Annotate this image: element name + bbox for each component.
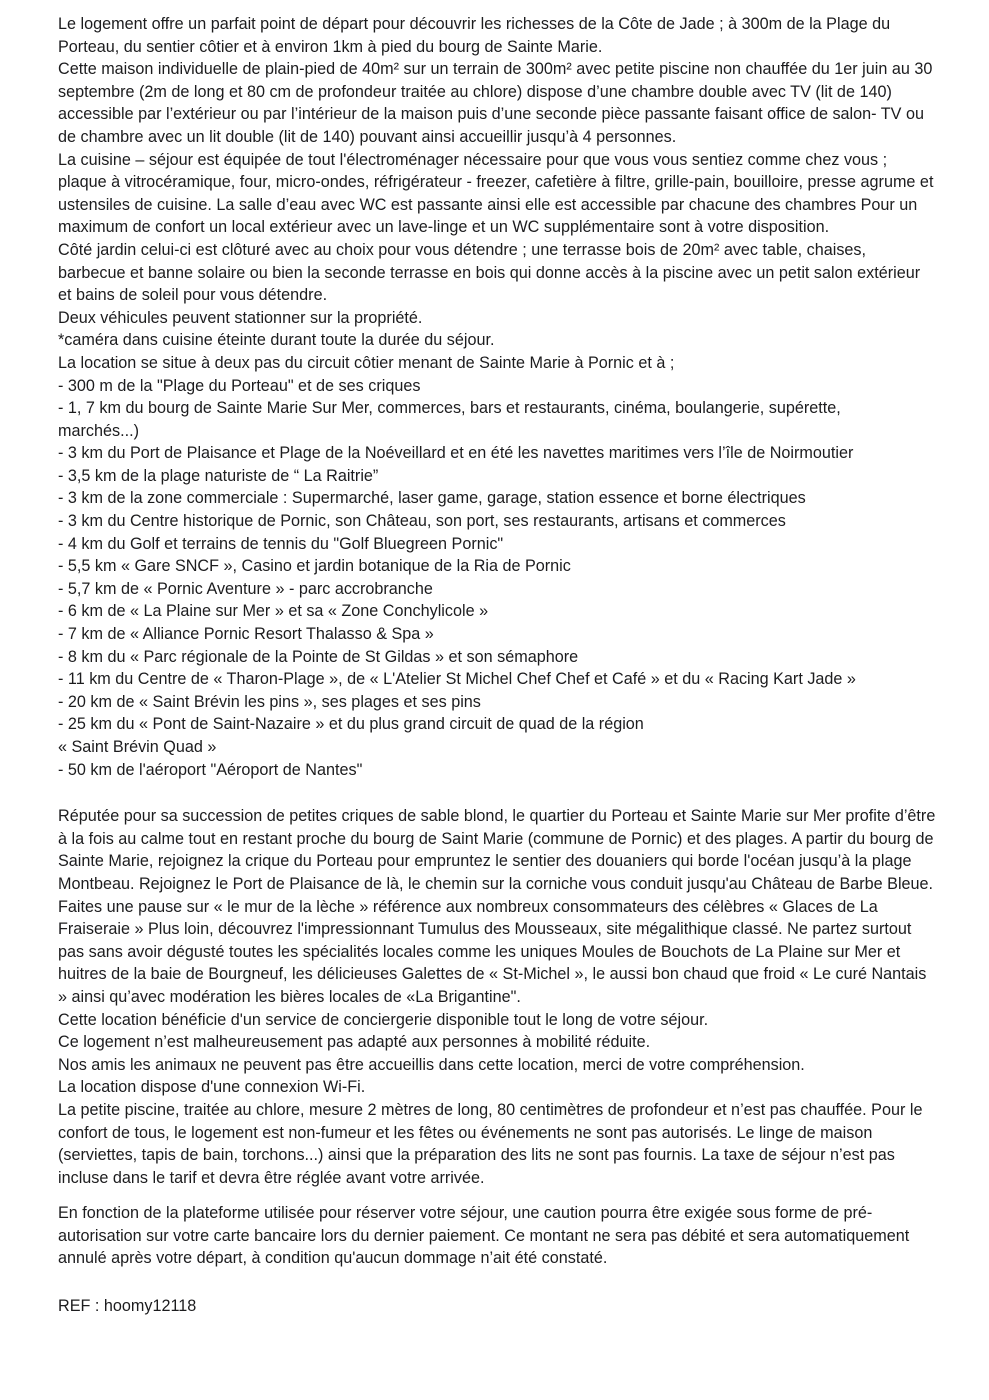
garden-paragraph: Côté jardin celui-ci est clôturé avec au choix pour vous détendre ; une terrasse bois de 20m² avec table, chaises, barbecue et banne solaire ou bien la seconde terrasse en bois qui donne accès à la piscine avec un petit salon extérieur et bains de soleil pour vous détendre. [58,240,925,305]
distance-item: - 5,7 km de « Pornic Aventure » - parc accrobranche [58,579,433,598]
distance-item: - 20 km de « Saint Brévin les pins », ses plages et ses pins [58,692,481,711]
surroundings-paragraph: Réputée pour sa succession de petites criques de sable blond, le quartier du Porteau et Sainte Marie sur Mer profite d’être à la fois au calme tout en restant proche du bourg de Saint Marie (commune de Pornic) et des plages. A partir du bourg de Sainte Marie, rejoignez la crique du Porteau pour empruntez le sentier des douaniers qui borde l'océan jusqu’à la plage Montbeau. Rejoignez le Port de Plaisance de là, le chemin sur la corniche vous conduit jusqu'au Château de Barbe Bleue. Faites une pause sur « le mur de la lèche » référence aux nombreux consommateurs des célèbres « Glaces de La Fraiseraie » Plus loin, découvrez l'impressionnant Tumulus des Mousseaux, site mégalithique classé. Ne partez surtout pas sans avoir dégusté toutes les spécialités locales comme les uniques Moules de Bouchots de La Plaine sur Mer et huitres de la baie de Bourgneuf, les délicieuses Galettes de « St-Michel », le aussi bon chaud que froid « Le curé Nantais » ainsi qu’avec modération les bières locales de «La Brigantine". [58,807,940,1006]
distance-item: - 3 km du Port de Plaisance et Plage de la Noéveillard et en été les navettes maritimes vers l’île de Noirmoutier [58,444,854,463]
camera-note: *caméra dans cuisine éteinte durant toute la durée du séjour. [58,331,495,350]
rules-paragraph: La petite piscine, traitée au chlore, mesure 2 mètres de long, 80 centimètres de profondeur et n’est pas chauffée. Pour le confort de tous, le logement est non-fumeur et les fêtes ou événements ne sont pas autorisés. Le linge de maison (serviettes, tapis de bain, torchons...) ainsi que la préparation des lits ne sont pas fournis. La taxe de séjour n’est pas incluse dans le tarif et devra être réglée avant votre arrivée. [58,1100,927,1187]
distance-item: - 50 km de l'aéroport "Aéroport de Nantes" [58,760,363,779]
distance-item: - 25 km du « Pont de Saint-Nazaire » et du plus grand circuit de quad de la région [58,715,644,734]
pets-note: Nos amis les animaux ne peuvent pas être accueillis dans cette location, merci de votre compréhension. [58,1055,805,1074]
kitchen-paragraph: La cuisine – séjour est équipée de tout l'électroménager nécessaire pour que vous vous sentiez comme chez vous ; plaque à vitrocéramique, four, micro-ondes, réfrigérateur - freezer, cafetière à filtre, grille-pain, bouilloire, presse agrume et ustensiles de cuisine. La salle d’eau avec WC est passante ainsi elle est accessible par chacune des chambres Pour un maximum de confort un local extérieur avec un lave-linge et un WC supplémentaire sont à votre disposition. [58,150,938,237]
distance-item: - 5,5 km « Gare SNCF », Casino et jardin botanique de la Ria de Pornic [58,557,571,576]
distance-item: - 6 km de « La Plaine sur Mer » et sa « Zone Conchylicole » [58,602,489,621]
intro-paragraph: Le logement offre un parfait point de départ pour découvrir les richesses de la Côte de Jade ; à 300m de la Plage du Porteau, du sentier côtier et à environ 1km à pied du bourg de Sainte Marie. [58,15,895,56]
distance-item: - 3,5 km de la plage naturiste de “ La Raitrie” [58,466,379,485]
distance-item: - 1, 7 km du bourg de Sainte Marie Sur Mer, commerces, bars et restaurants, cinéma, boulangerie, supérette, [58,399,841,418]
distance-item-continuation: « Saint Brévin Quad » [58,738,217,756]
deposit-paragraph: En fonction de la plateforme utilisée pour réserver votre séjour, une caution pourra être exigée sous forme de pré-autorisation sur votre carte bancaire lors du dernier paiement. Ce montant ne sera pas débité et sera automatiquement annulé après votre départ, à condition qu'aucun dommage n’ait été constaté. [58,1204,914,1268]
paragraph-gap [58,781,937,805]
wifi-note: La location dispose d'une connexion Wi-Fi. [58,1078,366,1097]
distance-item-continuation: marchés...) [58,421,139,440]
distance-item: - 4 km du Golf et terrains de tennis du "Golf Bluegreen Pornic" [58,534,504,553]
concierge-note: Cette location bénéficie d'un service de conciergerie disponible tout le long de votre séjour. [58,1010,709,1029]
distance-item: - 3 km de la zone commerciale : Supermarché, laser game, garage, station essence et borne électriques [58,489,806,508]
house-paragraph: Cette maison individuelle de plain-pied de 40m² sur un terrain de 300m² avec petite piscine non chauffée du 1er juin au 30 septembre (2m de long et 80 cm de profondeur traitée au chlore) dispose d’une chambre double avec TV (lit de 140) accessible par l’extérieur ou par l’intérieur de la maison puis d’une seconde pièce passante faisant office de salon- TV ou de chambre avec un lit double (lit de 140) pouvant ainsi accueillir jusqu’à 4 personnes. [58,60,937,146]
distances-list [58,375,937,782]
distance-item: - 300 m de la "Plage du Porteau" et de ses criques [58,376,421,395]
paragraph-gap [58,1270,937,1295]
paragraph-gap [58,1189,937,1202]
distance-item: - 8 km du « Parc régionale de la Pointe de St Gildas » et son sémaphore [58,647,579,666]
distances-intro: La location se situe à deux pas du circuit côtier menant de Sainte Marie à Pornic et à ; [58,353,675,372]
distance-item: - 7 km de « Alliance Pornic Resort Thalasso & Spa » [58,625,434,644]
reference-line: REF : hoomy12118 [58,1297,197,1316]
parking-note: Deux véhicules peuvent stationner sur la propriété. [58,308,423,327]
distance-item: - 3 km du Centre historique de Pornic, son Château, son port, ses restaurants, artisans et commerces [58,512,786,531]
accessibility-note: Ce logement n’est malheureusement pas adapté aux personnes à mobilité réduite. [58,1033,651,1052]
distance-item: - 11 km du Centre de « Tharon-Plage », de « L'Atelier St Michel Chef Chef et Café » et du « Racing Kart Jade » [58,670,856,689]
